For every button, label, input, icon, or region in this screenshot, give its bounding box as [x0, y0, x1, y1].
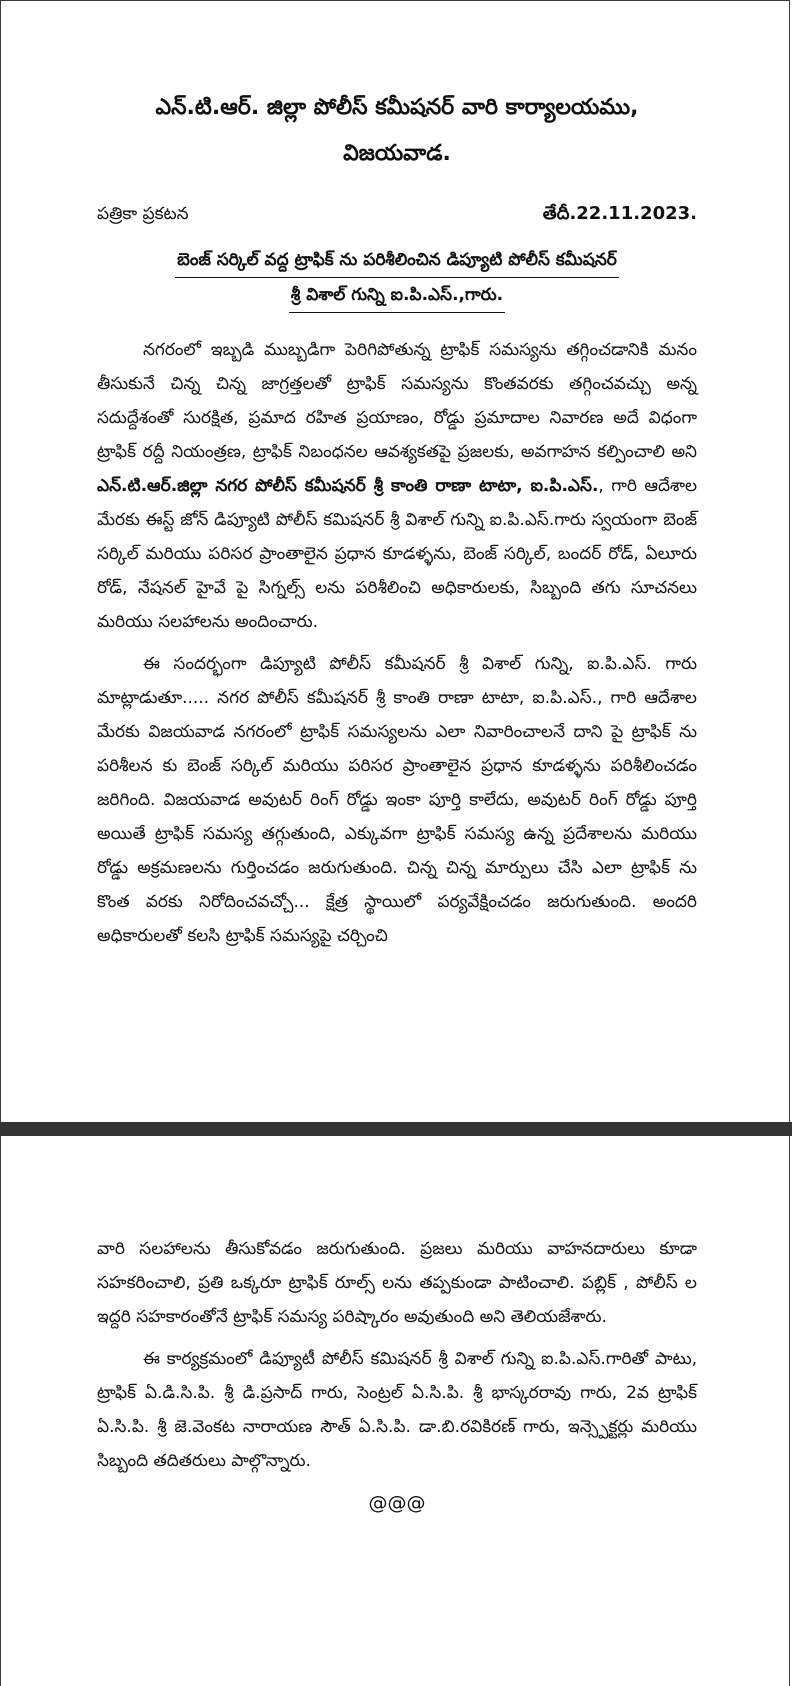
page-1-content [97, 85, 697, 961]
paragraph-1 [97, 333, 697, 639]
office-title-line2: విజయవాడ. [343, 141, 451, 166]
paragraph-1-bold: ఎన్.టి.ఆర్.జిల్లా నగర పోలీస్ కమీషనర్ శ్రీ కాంతి రాణా టాటా, ఐ.పి.ఎస్. [97, 476, 599, 496]
office-title-line1: ఎన్.టి.ఆర్. జిల్లా పోలీస్ కమీషనర్ వారి కార్యాలయము, [155, 95, 639, 120]
closing-marks: @@@ [368, 1492, 426, 1514]
headline [97, 243, 697, 313]
headline-line2: శ్రీ విశాల్ గున్ని ఐ.పి.ఎస్.,గారు. [289, 278, 505, 313]
headline-line1: బెంజ్ సర్కిల్ వద్ద ట్రాఫిక్ ను పరిశీలించిన డిప్యూటి పోలీస్ కమీషనర్ [175, 243, 619, 278]
release-date: తేదీ.22.11.2023. [542, 203, 697, 224]
press-release-row [97, 201, 697, 227]
paragraph-1-text-a: నగరంలో ఇబ్బడి ముబ్బడిగా పెరిగిపోతున్న ట్రాఫిక్ సమస్యను తగ్గించడానికి మనం తీసుకునే చిన్న చిన్న జాగ్రత్తలతో ట్రాఫిక్ సమస్యను కొంతవరకు తగ్గించవచ్చు అన్న సదుద్దేశంతో సురక్షిత, ప్రమాద రహిత ప్రయాణం, రోడ్డు ప్రమాదాల నివారణ అదే విధంగా ట్రాఫిక్ రద్దీ నియంత్రణ, ట్రాఫిక్ నిబంధనల ఆవశ్యకతపై ప్రజలకు, అవగాహన కల్పించాలి అని [97, 340, 697, 462]
paragraph-2: ఈ సందర్భంగా డిప్యూటి పోలీస్ కమీషనర్ శ్రీ విశాల్ గున్ని, ఐ.పి.ఎస్. గారు మాట్లాడుతూ..... నగర పోలీస్ కమీషనర్ శ్రీ కాంతి రాణా టాటా, ఐ.పి.ఎస్., గారి ఆదేశాల మేరకు విజయవాడ నగరంలో ట్రాఫిక్ సమస్యలను ఎలా నివారించాలనే దాని పై ట్రాఫిక్ ను పరిశీలన కు బెంజ్ సర్కిల్ మరియు పరిసర ప్రాంతాలైన ప్రధాన కూడళ్ళను పరిశీలించడం జరిగింది. విజయవాడ అవుటర్ రింగ్ రోడ్డు ఇంకా పూర్తి కాలేదు, అవుటర్ రింగ్ రోడ్డు పూర్తి అయితే ట్రాఫిక్ సమస్య తగ్గుతుంది, ఎక్కువగా ట్రాఫిక్ సమస్య ఉన్న ప్రదేశాలను మరియు రోడ్డు అక్రమణలను గుర్తించడం జరుగుతుంది. చిన్న చిన్న మార్పులు చేసి ఎలా ట్రాఫిక్ ను కొంత వరకు నిరోదించవచ్చో... క్షేత్ర స్థాయిలో పర్యవేక్షించడం జరుగుతుంది. అందరి అధికారులతో కలసి ట్రాఫిక్ సమస్యపై చర్చించి [97, 654, 697, 946]
paragraph-1-text-b: , గారి ఆదేశాల మేరకు ఈస్ట్ జోన్ డిప్యూటి పోలీస్ కమిషనర్ శ్రీ విశాల్ గున్ని ఐ.పి.ఎస్.గారు స్వయంగా బెంజ్ సర్కిల్ మరియు పరిసర ప్రాంతాలైన ప్రధాన కూడళ్ళను, బెంజ్ సర్కిల్, బందర్ రోడ్, ఏలూరు రోడ్, నేషనల్ హైవే పై సిగ్నల్స్ లను పరిశీలించి అధికారులకు, సిబ్బంది తగు సూచనలు మరియు సలహాలను అందించారు. [97, 476, 697, 632]
page-2-content [97, 1232, 697, 1514]
paragraph-4: ఈ కార్యక్రమంలో డిప్యూటీ పోలీస్ కమిషనర్ శ్రీ విశాల్ గున్ని ఐ.పి.ఎస్.గారితో పాటు, ట్రాఫిక్ ఏ.డి.సి.పి. శ్రీ డి.ప్రసాద్ గారు, సెంట్రల్ ఏ.సి.పి. శ్రీ భాస్కరరావు గారు, 2వ ట్రాఫిక్ ఏ.సి.పి. శ్రీ జె.వెంకట నారాయణ సౌత్ ఏ.సి.పి. డా.బి.రవికిరణ్ గారు, ఇన్స్పెక్టర్లు మరియు సిబ్బంది తదితరులు పాల్గొన్నారు. [97, 1349, 697, 1471]
press-release-label: పత్రికా ప్రకటన [97, 204, 189, 224]
page-2 [0, 1136, 790, 1686]
paragraph-3: వారి సలహాలను తీసుకోవడం జరుగుతుంది. ప్రజలు మరియు వాహనదారులు కూడా సహకరించాలి, ప్రతి ఒక్కరూ ట్రాఫిక్ రూల్స్ లను తప్పకుండా పాటించాలి. పబ్లిక్ , పోలీస్ ల ఇద్దరి సహకారంతోనే ట్రాఫిక్ సమస్య పరిష్కారం అవుతుంది అని తెలియజేశారు. [97, 1239, 697, 1327]
page-separator [0, 1122, 792, 1136]
